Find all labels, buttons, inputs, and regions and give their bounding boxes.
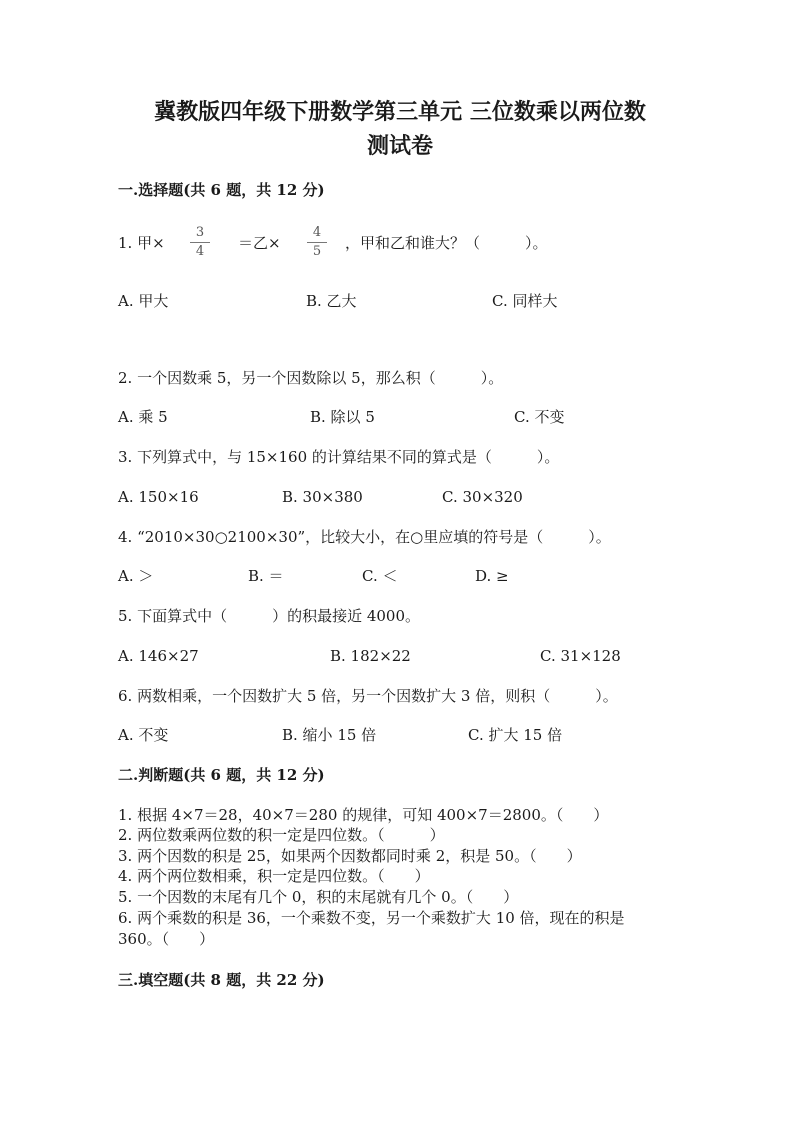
q4-option-a: A. ＞ xyxy=(118,567,154,585)
question-1-suffix: ，甲和乙和谁大？（ ）。 xyxy=(345,234,548,252)
judge-item-3: 3. 两个因数的积是 25，如果两个因数都同时乘 2，积是 50。（ ） xyxy=(118,847,582,865)
q2-option-a: A. 乘 5 xyxy=(118,408,168,426)
fraction-denominator: 5 xyxy=(312,244,322,259)
q5-option-b: B. 182×22 xyxy=(330,647,411,665)
q3-option-a: A. 150×16 xyxy=(118,488,199,506)
fraction-4-5 xyxy=(307,226,327,259)
q4-option-d: D. ≥ xyxy=(475,567,509,585)
q4-option-b: B. ＝ xyxy=(248,567,284,585)
q2-option-b: B. 除以 5 xyxy=(310,408,375,426)
judge-item-4: 4. 两个两位数相乘，积一定是四位数。（ ） xyxy=(118,867,430,885)
section-heading-choice: 一.选择题(共 6 题，共 12 分) xyxy=(118,181,325,199)
judge-item-2: 2. 两位数乘两位数的积一定是四位数。（ ） xyxy=(118,826,445,844)
judge-item-6: 6. 两个乘数的积是 36，一个乘数不变，另一个乘数扩大 10 倍，现在的积是 xyxy=(118,909,625,927)
judge-item-5: 5. 一个因数的末尾有几个 0，积的末尾就有几个 0。（ ） xyxy=(118,888,519,906)
q5-option-a: A. 146×27 xyxy=(118,647,199,665)
fraction-denominator: 4 xyxy=(195,244,205,259)
fraction-numerator: 3 xyxy=(195,225,205,240)
fraction-numerator: 4 xyxy=(312,225,322,240)
q1-option-a: A. 甲大 xyxy=(118,292,169,310)
question-6: 6. 两数相乘，一个因数扩大 5 倍，另一个因数扩大 3 倍，则积（ ）。 xyxy=(118,687,618,705)
question-1-middle: ＝乙× xyxy=(238,234,281,252)
fraction-3-4 xyxy=(190,226,210,259)
q3-option-c: C. 30×320 xyxy=(442,488,523,506)
q1-option-b: B. 乙大 xyxy=(306,292,357,310)
q3-option-b: B. 30×380 xyxy=(282,488,363,506)
document-title: 冀教版四年级下册数学第三单元 三位数乘以两位数 xyxy=(154,99,646,125)
section-heading-fill-in: 三.填空题(共 8 题，共 22 分) xyxy=(118,971,325,989)
q6-option-b: B. 缩小 15 倍 xyxy=(282,726,377,744)
question-3: 3. 下列算式中，与 15×160 的计算结果不同的算式是（ ）。 xyxy=(118,448,560,466)
judge-item-1: 1. 根据 4×7＝28，40×7＝280 的规律，可知 400×7＝2800。（ ） xyxy=(118,806,609,824)
judge-item-6-continued: 360。（ ） xyxy=(118,930,215,948)
q5-option-c: C. 31×128 xyxy=(540,647,621,665)
q1-option-c: C. 同样大 xyxy=(492,292,558,310)
question-4: 4. “2010×30○2100×30”，比较大小，在○里应填的符号是（ ）。 xyxy=(118,528,611,546)
document-title-line2: 测试卷 xyxy=(366,133,433,159)
fraction-bar xyxy=(190,242,210,243)
fraction-bar xyxy=(307,242,327,243)
q2-option-c: C. 不变 xyxy=(514,408,565,426)
question-5: 5. 下面算式中（ ）的积最接近 4000。 xyxy=(118,607,421,625)
question-1-prefix: 1. 甲× xyxy=(118,234,165,252)
question-2: 2. 一个因数乘 5，另一个因数除以 5，那么积（ ）。 xyxy=(118,369,504,387)
q6-option-c: C. 扩大 15 倍 xyxy=(468,726,563,744)
q6-option-a: A. 不变 xyxy=(118,726,169,744)
section-heading-judgment: 二.判断题(共 6 题，共 12 分) xyxy=(118,766,325,784)
q4-option-c: C. ＜ xyxy=(362,567,398,585)
